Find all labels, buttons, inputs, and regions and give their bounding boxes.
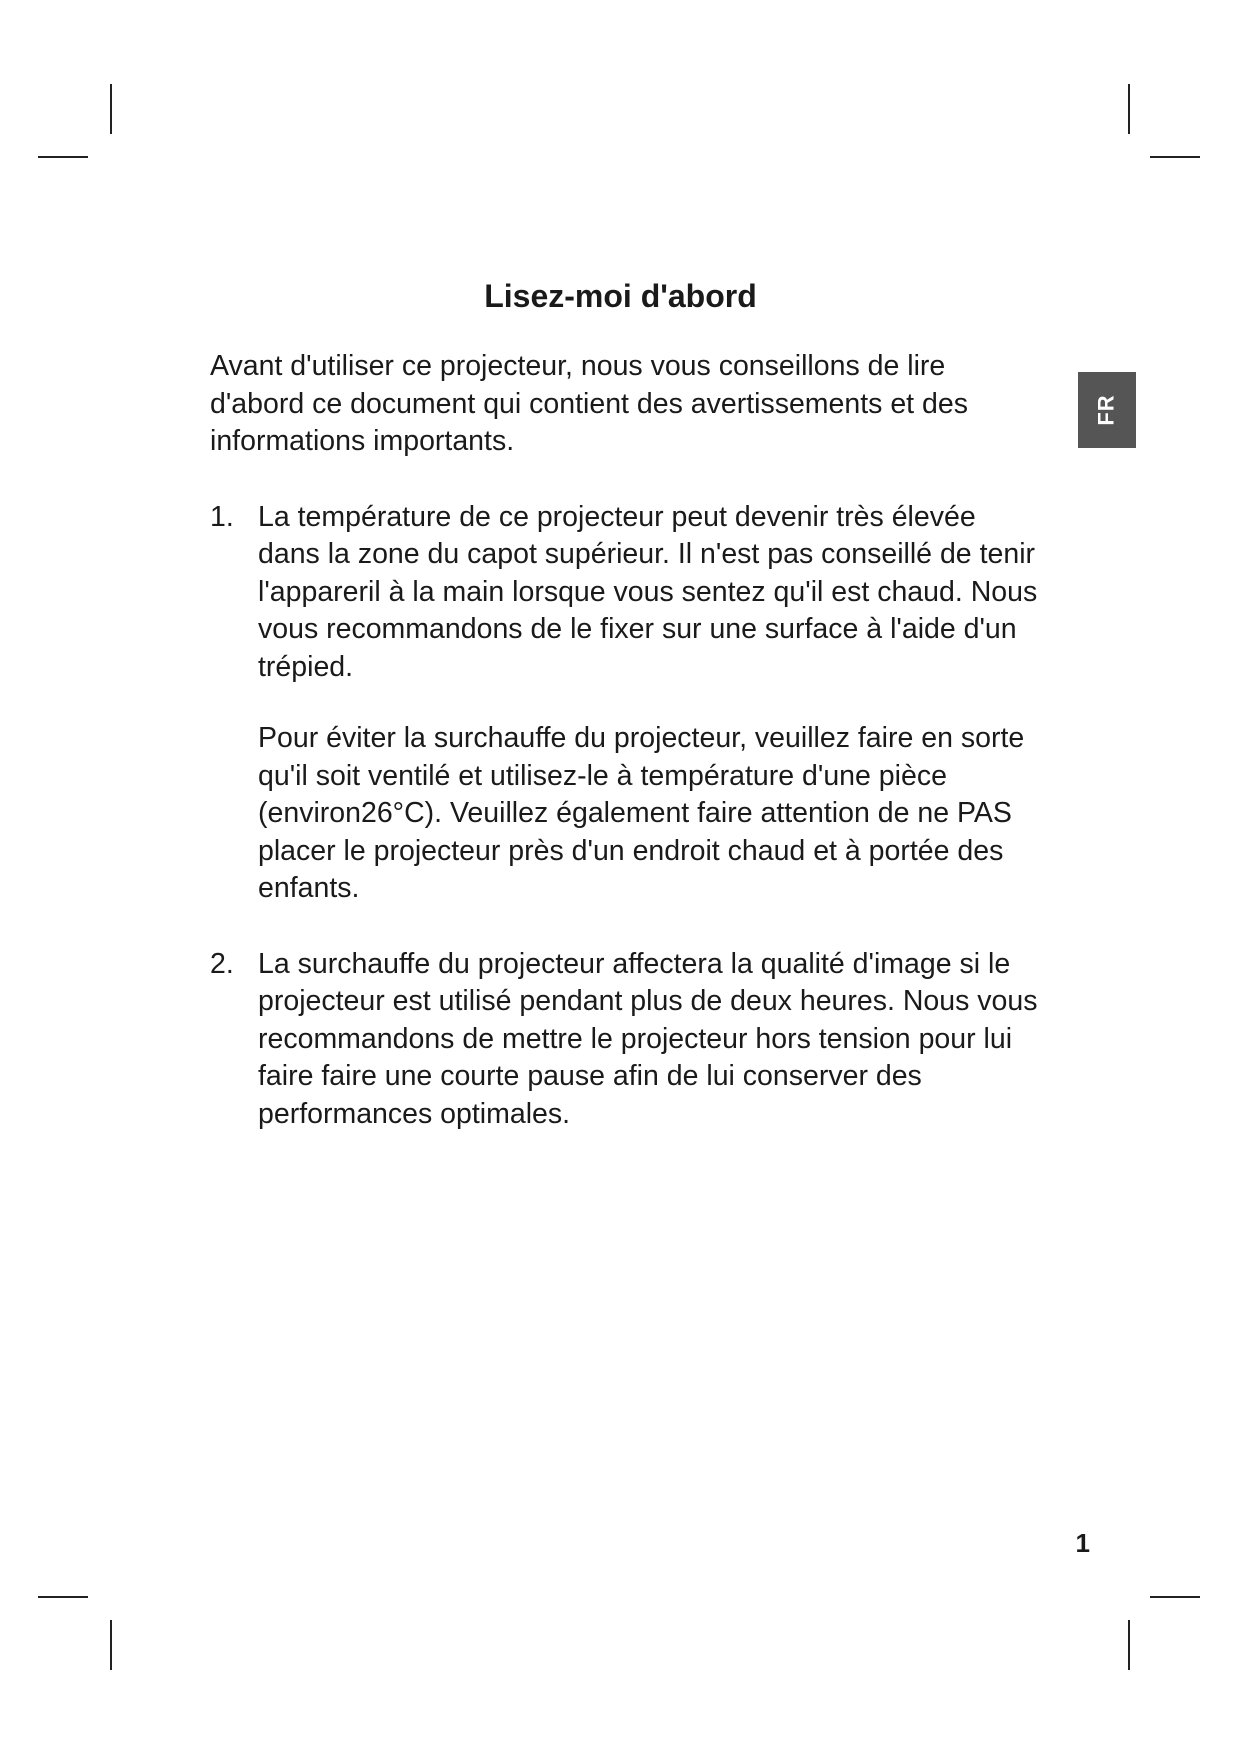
list-item-2 [210, 946, 1040, 1134]
crop-mark-bottom-left-horizontal [38, 1596, 88, 1598]
crop-mark-top-right-vertical [1128, 84, 1130, 134]
list-item-paragraph: Pour éviter la surchauffe du projecteur, veuillez faire en sorte qu'il soit ventilé et utilisez-le à température d'une pièce (environ26°C). Veuillez également faire attention de ne PAS placer le projecteur près d'un endroit chaud et à portée des enfants. [258, 722, 1025, 904]
crop-mark-bottom-right-horizontal [1150, 1596, 1200, 1598]
document-body [210, 348, 1040, 1133]
crop-mark-top-right-horizontal [1150, 156, 1200, 158]
language-tab [1078, 372, 1136, 448]
list-item-paragraph: La surchauffe du projecteur affectera la qualité d'image si le projecteur est utilisé pendant plus de deux heures. Nous vous recommandons de mettre le projecteur hors tension pour lui faire faire une courte pause afin de lui conserver des performances optimales. [258, 947, 1038, 1130]
list-item-number: 2. [210, 947, 234, 980]
crop-mark-bottom-left-vertical [110, 1620, 112, 1670]
list-item-1 [210, 499, 1040, 908]
page-title: Lisez-moi d'abord [484, 278, 757, 314]
crop-mark-top-left-vertical [110, 84, 112, 134]
list-item-paragraph: La température de ce projecteur peut devenir très élevée dans la zone du capot supérieur. Il n'est pas conseillé de tenir l'appareril à la main lorsque vous sentez qu'il est chaud. Nous vous recommandons de le fixer sur une surface à l'aide d'un trépied. [258, 500, 1038, 683]
list-item-number: 1. [210, 500, 234, 533]
language-tab-label: FR [1093, 394, 1119, 426]
crop-mark-bottom-right-vertical [1128, 1620, 1130, 1670]
intro-paragraph: Avant d'utiliser ce projecteur, nous vous conseillons de lire d'abord ce document qui contient des avertissements et des informations importants. [210, 350, 968, 457]
page-number: 1 [1075, 1528, 1090, 1558]
crop-mark-top-left-horizontal [38, 156, 88, 158]
